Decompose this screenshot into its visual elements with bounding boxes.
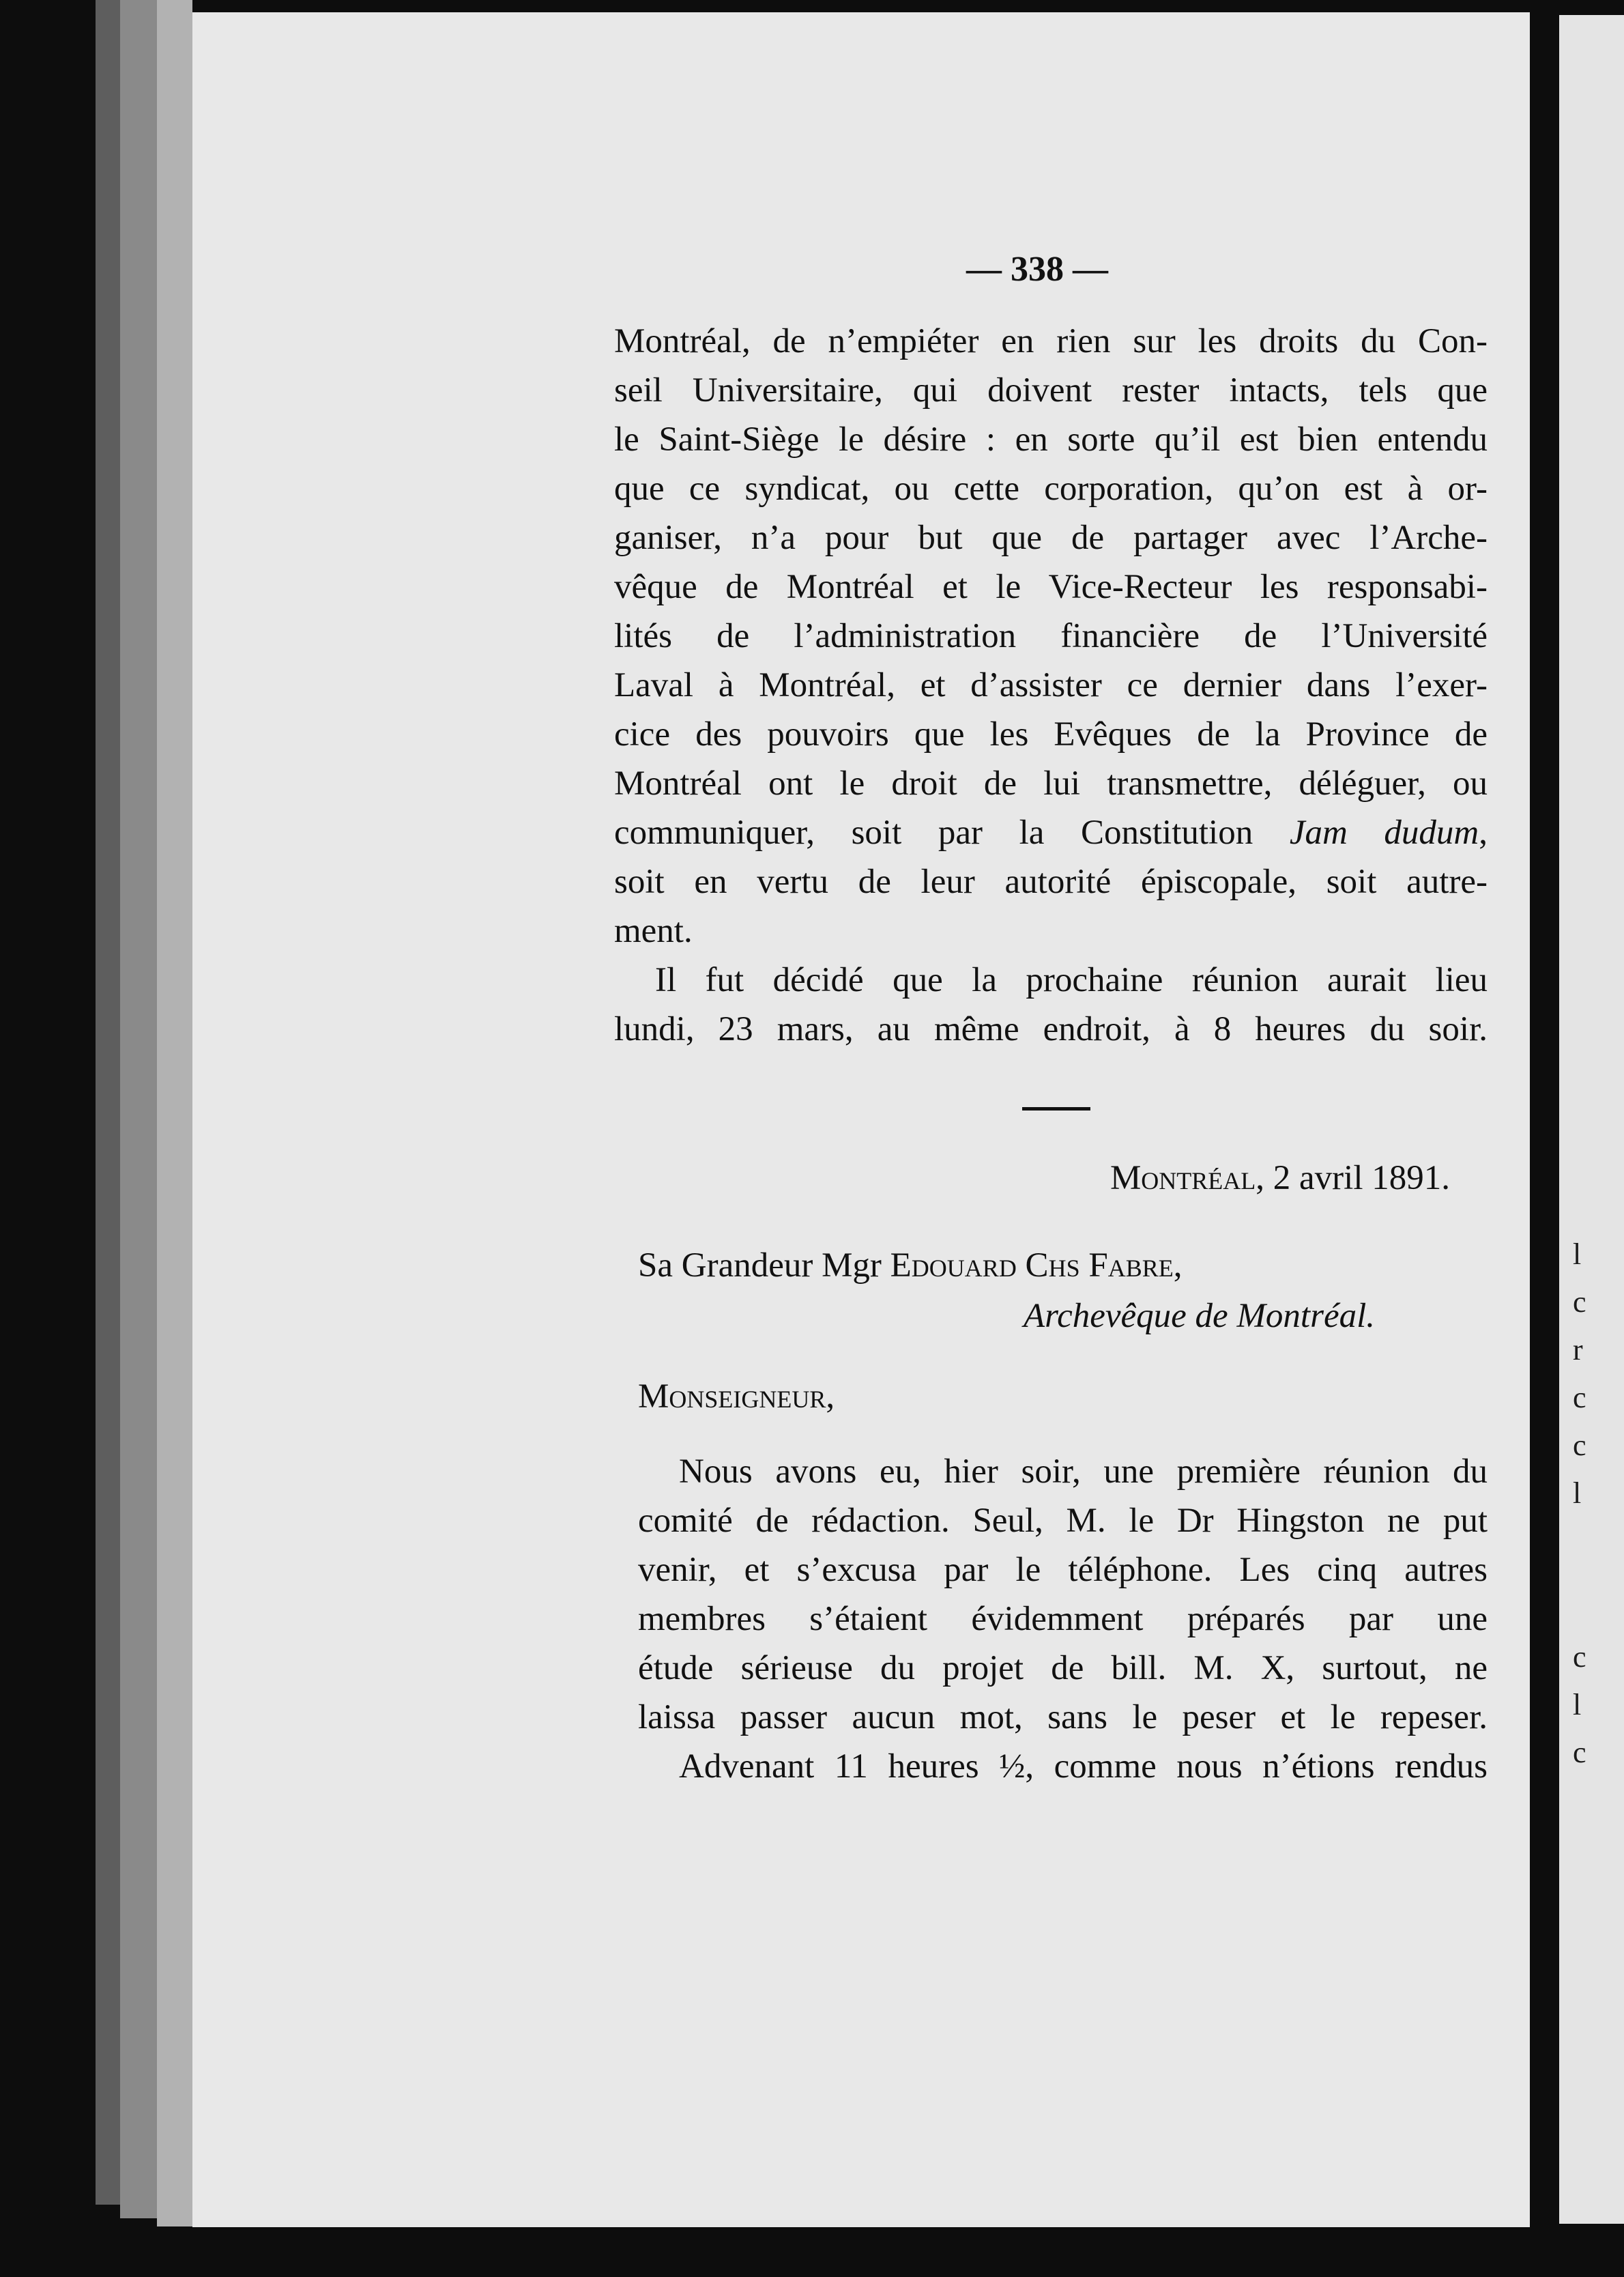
facing-page-fragment: r — [1573, 1333, 1583, 1366]
text-line: le Saint-Siège le désire : en sorte qu’il est bien entendu — [614, 420, 1488, 459]
book-edge-light — [157, 0, 192, 2226]
addressee-title: Archevêque de Montréal. — [1024, 1297, 1375, 1335]
section-divider — [1022, 1107, 1090, 1111]
text-line: Montréal ont le droit de lui transmettre, déléguer, ou — [614, 764, 1488, 803]
facing-page-fragment: l — [1573, 1237, 1582, 1271]
book-edge-dark — [96, 0, 120, 2205]
salutation: Monseigneur, — [638, 1377, 835, 1416]
text-line: lités de l’administration financière de l’Université — [614, 617, 1488, 655]
facing-page-fragment: l — [1573, 1688, 1582, 1721]
dateline-place: Montréal — [1110, 1159, 1256, 1197]
facing-page-fragment: c — [1573, 1285, 1586, 1319]
text-line: laissa passer aucun mot, sans le peser et le repeser. — [638, 1698, 1488, 1736]
latin-title: Jam dudum — [1289, 814, 1479, 852]
line-text: communiquer, soit par la Constitution — [614, 814, 1290, 852]
addressee-prefix: Sa Grandeur Mgr — [638, 1246, 890, 1285]
text-line: soit en vertu de leur autorité épiscopale, soit autre- — [614, 863, 1488, 901]
dateline — [614, 1154, 1450, 1203]
text-line: Montréal, de n’empiéter en rien sur les droits du Con- — [614, 322, 1488, 360]
book-edge-mid — [120, 0, 157, 2218]
text-line: membres s’étaient évidemment préparés par une — [638, 1600, 1488, 1638]
line-text: , — [1479, 814, 1488, 852]
text-line: comité de rédaction. Seul, M. le Dr Hingston ne put — [638, 1502, 1488, 1540]
addressee-name: Edouard Chs Fabre — [890, 1246, 1174, 1285]
text-line: lundi, 23 mars, au même endroit, à 8 heures du soir. — [614, 1010, 1488, 1048]
text-line: venir, et s’excusa par le téléphone. Les cinq autres — [638, 1551, 1488, 1589]
text-line: étude sérieuse du projet de bill. M. X, surtout, ne — [638, 1649, 1488, 1687]
facing-page-fragment: c — [1573, 1381, 1586, 1414]
paragraph-1 — [614, 317, 1488, 1054]
addressee-suffix: , — [1173, 1246, 1183, 1285]
dateline-date: , 2 avril 1891. — [1256, 1159, 1450, 1197]
facing-page-fragment: c — [1573, 1429, 1586, 1462]
text-line: que ce syndicat, ou cette corporation, qu’on est à or- — [614, 470, 1488, 508]
text-line: Il fut décidé que la prochaine réunion aurait lieu — [655, 961, 1488, 999]
facing-page-fragment: l — [1573, 1476, 1582, 1510]
text-line: Nous avons eu, hier soir, une première réunion du — [679, 1452, 1488, 1491]
facing-page-fragment: c — [1573, 1736, 1586, 1769]
facing-page-fragment: c — [1573, 1640, 1586, 1674]
page-number: — 338 — — [966, 250, 1108, 289]
text-line — [614, 808, 1488, 857]
text-line: ganiser, n’a pour but que de partager avec l’Arche- — [614, 519, 1488, 557]
text-line: Advenant 11 heures ½, comme nous n’étions rendus — [679, 1747, 1488, 1786]
text-line: seil Universitaire, qui doivent rester intacts, tels que — [614, 371, 1488, 410]
text-line: ment. — [614, 912, 693, 950]
facing-page-strip — [1559, 15, 1624, 2224]
text-line: cice des pouvoirs que les Evêques de la Province de — [614, 715, 1488, 754]
letter-body — [638, 1447, 1488, 1791]
text-line: vêque de Montréal et le Vice-Recteur les responsabi- — [614, 568, 1488, 606]
text-line: Laval à Montréal, et d’assister ce dernier dans l’exer- — [614, 666, 1488, 704]
addressee-line — [638, 1241, 1511, 1290]
